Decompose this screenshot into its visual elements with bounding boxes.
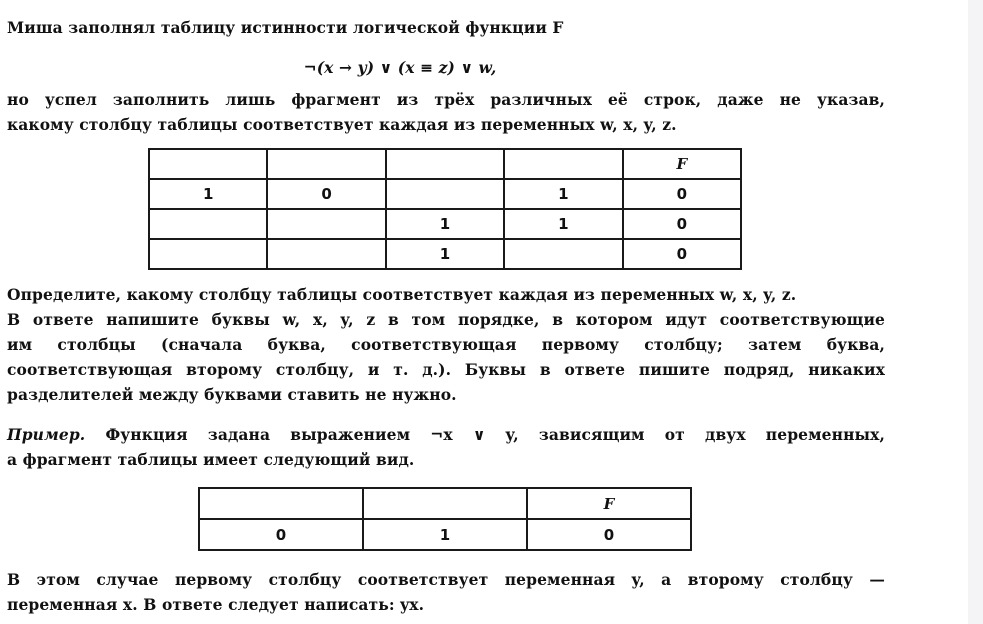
example-line-1 xyxy=(7,425,885,444)
table-cell: 1 xyxy=(504,179,622,209)
task-line-5: разделителей между буквами ставить не нужно. xyxy=(7,385,457,404)
intro-line-1: Миша заполнял таблицу истинности логической функции F xyxy=(7,18,564,37)
header-cell-1 xyxy=(149,149,267,179)
table-cell: 1 xyxy=(149,179,267,209)
table-cell: 1 xyxy=(363,519,527,550)
task-line-2: В ответе напишите буквы w, x, y, z в том порядке, в котором идут соответствующие xyxy=(7,310,885,329)
page-gutter xyxy=(968,0,983,624)
example-table-header-row xyxy=(199,488,691,519)
header-cell-3 xyxy=(386,149,504,179)
table-row xyxy=(149,179,741,209)
table-cell: 0 xyxy=(267,179,385,209)
example-header-cell-f: F xyxy=(527,488,691,519)
task-line-3: им столбцы (сначала буква, соответствующая первому столбцу; затем буква, xyxy=(7,335,885,354)
conclusion-line-1: В этом случае первому столбцу соответствует переменная y, а второму столбцу — xyxy=(7,570,885,589)
task-line-1: Определите, какому столбцу таблицы соответствует каждая из переменных w, x, y, z. xyxy=(7,285,797,304)
example-label: Пример. xyxy=(7,425,86,444)
table-cell: 0 xyxy=(623,209,741,239)
table-cell: 1 xyxy=(504,209,622,239)
header-cell-f: F xyxy=(623,149,741,179)
formula: ¬(x → y) ∨ (x ≡ z) ∨ w, xyxy=(303,58,497,77)
table-row xyxy=(149,239,741,269)
table-cell: 0 xyxy=(623,179,741,209)
intro-line-3: какому столбцу таблицы соответствует каждая из переменных w, x, y, z. xyxy=(7,115,677,134)
example-header-cell-2 xyxy=(363,488,527,519)
table-cell: 1 xyxy=(386,239,504,269)
header-cell-4 xyxy=(504,149,622,179)
example-header-cell-1 xyxy=(199,488,363,519)
truth-table-header-row xyxy=(149,149,741,179)
truth-table xyxy=(148,148,742,270)
conclusion-line-2: переменная x. В ответе следует написать: yx. xyxy=(7,595,425,614)
table-cell xyxy=(267,209,385,239)
table-cell: 0 xyxy=(527,519,691,550)
header-cell-2 xyxy=(267,149,385,179)
table-cell xyxy=(267,239,385,269)
table-cell: 1 xyxy=(386,209,504,239)
table-cell xyxy=(504,239,622,269)
table-row xyxy=(149,209,741,239)
intro-line-2: но успел заполнить лишь фрагмент из трёх различных её строк, даже не указав, xyxy=(7,90,885,109)
table-cell xyxy=(386,179,504,209)
example-table xyxy=(198,487,692,551)
task-line-4: соответствующая второму столбцу, и т. д.). Буквы в ответе пишите подряд, никаких xyxy=(7,360,885,379)
table-row xyxy=(199,519,691,550)
table-cell xyxy=(149,209,267,239)
table-cell: 0 xyxy=(623,239,741,269)
table-cell: 0 xyxy=(199,519,363,550)
example-line-2: а фрагмент таблицы имеет следующий вид. xyxy=(7,450,415,469)
example-text: Функция задана выражением ¬x ∨ y, зависящим от двух переменных, xyxy=(105,425,886,444)
table-cell xyxy=(149,239,267,269)
